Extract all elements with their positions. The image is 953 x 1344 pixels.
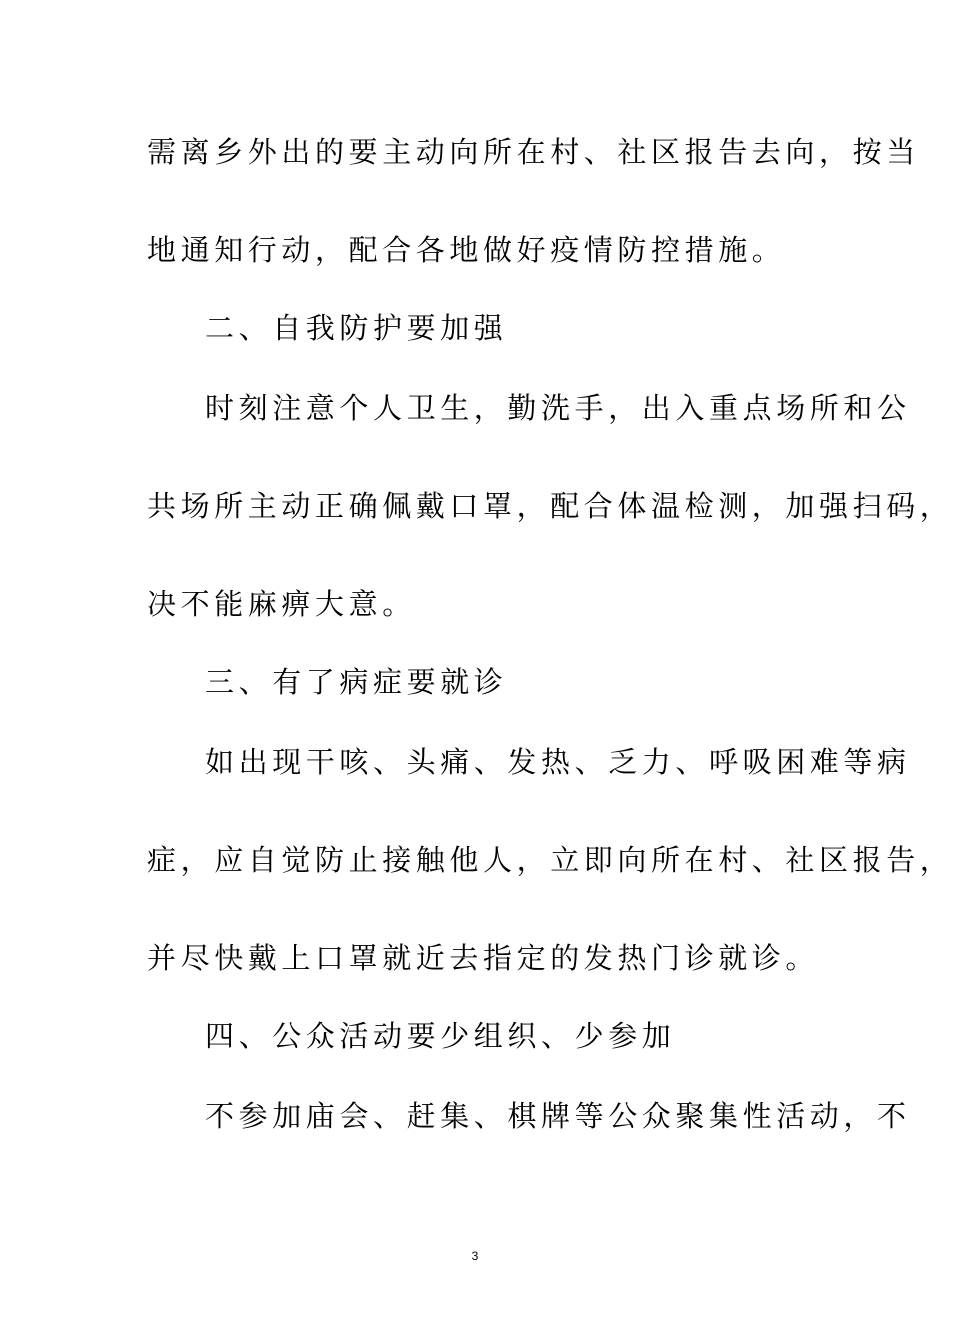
section-heading: 二、自我防护要加强 bbox=[205, 311, 508, 345]
paragraph-line: 决不能麻痹大意。 bbox=[147, 587, 416, 621]
paragraph-line: 症，应自觉防止接触他人，立即向所在村、社区报告， bbox=[147, 843, 953, 877]
section-heading: 三、有了病症要就诊 bbox=[205, 665, 508, 699]
section-heading: 四、公众活动要少组织、少参加 bbox=[205, 1019, 676, 1053]
paragraph-line: 共场所主动正确佩戴口罩，配合体温检测，加强扫码， bbox=[147, 489, 953, 523]
paragraph-line: 地通知行动，配合各地做好疫情防控措施。 bbox=[147, 233, 786, 267]
page-number: 3 bbox=[471, 1249, 479, 1263]
paragraph-line: 时刻注意个人卫生，勤洗手，出入重点场所和公 bbox=[205, 391, 911, 425]
paragraph-line: 不参加庙会、赶集、棋牌等公众聚集性活动，不 bbox=[205, 1099, 911, 1133]
paragraph-line: 需离乡外出的要主动向所在村、社区报告去向，按当 bbox=[147, 135, 920, 169]
paragraph-line: 并尽快戴上口罩就近去指定的发热门诊就诊。 bbox=[147, 941, 820, 975]
paragraph-line: 如出现干咳、头痛、发热、乏力、呼吸困难等病 bbox=[205, 745, 911, 779]
